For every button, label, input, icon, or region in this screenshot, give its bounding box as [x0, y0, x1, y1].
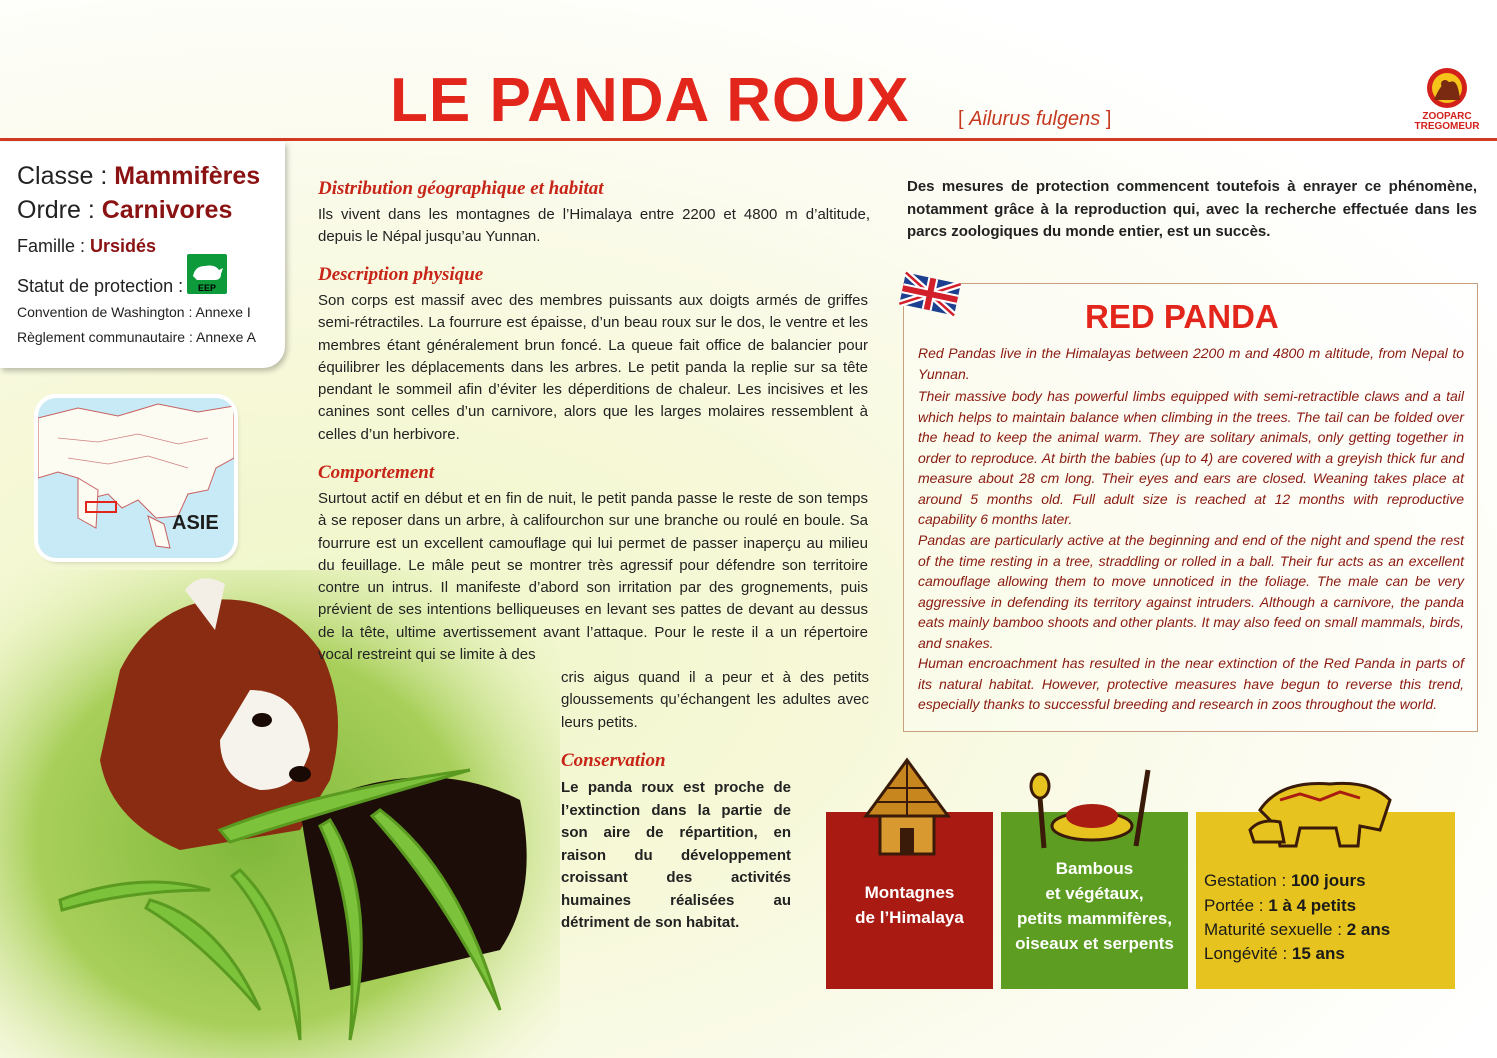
diet-line-2: et végétaux,: [1045, 884, 1144, 903]
longevite-value: 15 ans: [1291, 944, 1345, 963]
page-title: LE PANDA ROUX: [390, 66, 910, 135]
eep-text: EEP: [197, 283, 217, 293]
classe-label: Classe :: [17, 162, 115, 190]
classe-value: Mammifères: [114, 162, 261, 190]
conservation-heading: Conservation: [561, 750, 666, 771]
portee-row: [1204, 896, 1356, 916]
description-text: Son corps est massif avec des membres puissants aux doigts armés de griffes semi-rétractiles. La fourrure est épaisse, d’un beau roux sur le dos, le ventre et les membres étant généralement brun foncé. La queue fait office de balancier pour équilibrer les déplacements dans les arbres. Le petit panda la replie sur sa tête pendant le sommeil afin d’éviter les déperditions de chaleur. Les incisives et les canines sont celles d’un carnivore, alors que les larges molaires ressemblent à celles d’un herbivore.: [318, 292, 868, 443]
zooparc-logo: [1412, 62, 1482, 130]
habitat-text: [826, 880, 993, 930]
washington-label: Convention de Washington :: [17, 304, 196, 320]
famille-label: Famille :: [17, 236, 91, 256]
comportement-text-continued: cris aigus quand il a peur et à des petits gloussements qu’échangent les adultes avec leurs petits.: [561, 669, 869, 731]
eep-badge: [187, 254, 227, 294]
famille-value: Ursidés: [90, 236, 157, 256]
description-heading: Description physique: [318, 264, 484, 285]
comportement-heading: Comportement: [318, 462, 435, 483]
uk-flag-icon: [898, 266, 962, 322]
washington-value: Annexe I: [195, 304, 251, 320]
reglement-row: [17, 329, 256, 345]
distribution-text: Ils vivent dans les montagnes de l’Himalaya entre 2200 et 4800 m d’altitude, depuis le Népal jusqu’au Yunnan.: [318, 206, 870, 246]
famille-row: [17, 236, 156, 257]
statut-label: Statut de protection :: [17, 276, 184, 296]
english-paragraph-3: Pandas are particularly active at the beginning and end of the night and spend the rest of the time resting in a tree, straddling or rolled in a ball. Their fur acts as an excellent camouflage allowing them to move unnoticed in the foliage. The male can be very aggressive in defending its territory against intruders. Although a carnivore, the panda eats mainly bamboo shoots and other plants. It may also feed on small mammals, birds, and snakes.: [918, 532, 1464, 651]
comportement-text: Surtout actif en début et en fin de nuit, le petit panda passe le reste de son temps à se reposer dans un arbre, à califourchon sur une branche ou roulé en boule. Sa fourrure est un excellent camouflage qui lui permet de passer inaperçu au milieu du feuillage. Le mâle peut se montrer très agressif pour défendre son territoire contre un intrus. Il manifeste d’abord son irritation par des grognements, puis prévient de ses intentions belliqueuses en levant ses pattes de devant au dessus de la tête, ultime avertissement avant l’attaque. Pour le reste il a un répertoire vocal restreint qui se limite à des: [318, 490, 868, 664]
english-paragraph-1: Red Pandas live in the Himalayas between 2200 m and 4800 m altitude, from Nepal to Yunnan.: [918, 345, 1464, 382]
conservation-text: Le panda roux est proche de l’extinction dans la partie de son aire de répartition, en raison du développement croissant des activités humaines réalisées au détriment de son habitat.: [561, 779, 791, 931]
diet-line-3: petits mammifères,: [1017, 909, 1172, 928]
bracket-close: ]: [1100, 108, 1112, 130]
plate-icon: [1028, 766, 1158, 856]
maturite-value: 2 ans: [1346, 920, 1391, 939]
gestation-row: [1204, 871, 1366, 891]
habitat-line-2: de l’Himalaya: [855, 908, 964, 927]
ordre-value: Carnivores: [101, 196, 233, 224]
bracket-open: [: [958, 108, 970, 130]
distribution-heading: Distribution géographique et habitat: [318, 178, 604, 199]
scientific-name: [958, 108, 1111, 131]
ordre-row: [17, 196, 232, 225]
maturite-label: Maturité sexuelle :: [1204, 920, 1347, 939]
diet-line-1: Bambous: [1055, 859, 1134, 878]
gestation-label: Gestation :: [1204, 871, 1291, 890]
maturite-row: [1204, 920, 1390, 940]
portee-value: 1 à 4 petits: [1268, 896, 1357, 915]
portee-label: Portée :: [1204, 896, 1269, 915]
map-region-label: ASIE: [172, 512, 219, 534]
logo-text-tregomeur: TREGOMEUR: [1414, 121, 1480, 132]
rhino-icon: [187, 254, 227, 294]
header-divider: [0, 138, 1497, 141]
diet-text: [1001, 856, 1188, 956]
classe-row: [17, 162, 260, 191]
longevite-label: Longévité :: [1204, 944, 1292, 963]
english-title: RED PANDA: [1085, 298, 1279, 335]
reglement-label: Règlement communautaire :: [17, 329, 196, 345]
hut-icon: [862, 756, 952, 856]
tapir-icon: [1240, 770, 1400, 850]
reglement-value: Annexe A: [195, 329, 256, 345]
english-paragraph-2: Their massive body has powerful limbs equipped with semi-retractible claws and a tail which helps to maintain balance when climbing in the trees. The tail can be folded over the head to keep the animal warm. They are solitary animals, only getting together in order to reproduce. At birth the babies (up to 4) are covered with a greyish thick fur and measure about 28 cm long. Their eyes and ears are closed. Weaning takes place at around 5 months old. Full adult size is reached at 12 months with reproductive capability 6 months later.: [918, 388, 1464, 527]
logo-text-zooparc: ZOOPARC: [1422, 111, 1472, 122]
gestation-value: 100 jours: [1290, 871, 1366, 890]
habitat-line-1: Montagnes: [864, 883, 955, 902]
ordre-label: Ordre :: [17, 196, 102, 224]
longevite-row: [1204, 944, 1345, 964]
diet-line-4: oiseaux et serpents: [1015, 934, 1174, 953]
latin-name: Ailurus fulgens: [969, 108, 1101, 130]
protection-text: Des mesures de protection commencent toutefois à enrayer ce phénomène, notamment grâce à la reproduction qui, avec la recherche effectuée dans les parcs zoologiques du monde entier, est un succès.: [907, 178, 1477, 240]
logo-emblem-icon: [1412, 62, 1482, 110]
english-paragraph-4: Human encroachment has resulted in the near extinction of the Red Panda in parts of its natural habitat. However, protective measures have begun to reverse this trend, especially thanks to successful breeding and research in zoos throughout the world.: [918, 655, 1464, 712]
washington-row: [17, 304, 251, 320]
